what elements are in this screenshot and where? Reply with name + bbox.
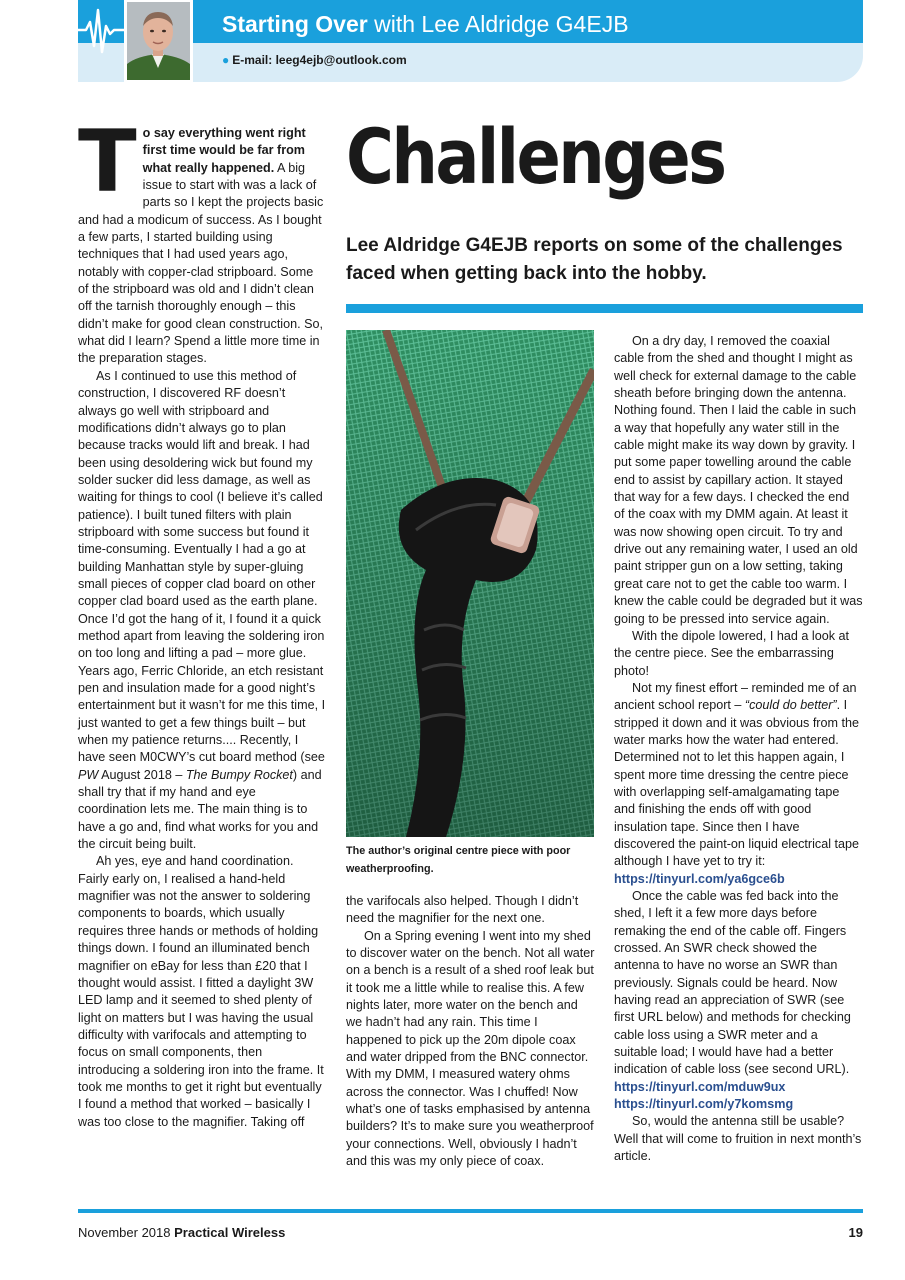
column-1 [78,112,326,1131]
column-3 [614,333,863,1166]
coax-centre-piece-image [346,330,594,837]
page-number: 19 [848,1225,863,1240]
article-photo [346,330,594,837]
author-photo [127,2,190,80]
link-cable-loss[interactable]: https://tinyurl.com/y7komsmg [614,1097,794,1112]
bullet-icon: ● [222,53,230,67]
paragraph-intro: To say everything went right first time would be far from what really happened. A big issue to start with was a lack of parts so I kept the projects basic and had a modicum of success. As I bought a few parts, I started building using techniques that I had used years ago, notably with copper-clad stripboard. Some of the stripboard was old and I didn’t clean off the tarnish thoroughly enough – this didn’t make for good clean construction. So, what did I learn? Spend a little more time in the preparation stages. [78,112,324,366]
paragraph-dipole-lowered: With the dipole lowered, I had a look at the centre piece. See the embarrassing photo! [614,628,850,678]
column-2 [346,893,596,1171]
paragraph-conclusion: So, would the antenna still be usable? Well that will come to fruition in next month’s article. [614,1114,862,1164]
footer-rule [78,1209,863,1213]
paragraph-water-bench: On a Spring evening I went into my shed to discover water on the bench. Not all water on a bench is a result of a shed roof leak but it took me a little while to realise this. A few nights later, more water on the bench and we hadn’t had any rain. This time I happened to pick up the 20m dipole coax and water dripped from the BNC connector. With my DMM, I measured watery ohms across the connector. Was I chuffed! Now what’s one of tasks emphasised by antenna builders? It’s to make sure you weatherproof your connections. Well, obviously I hadn’t and this was my only piece of coax. [346,928,595,1169]
article-title: Challenges [346,112,725,201]
footer-issue: November 2018 Practical Wireless [78,1225,286,1240]
title-divider [346,304,863,313]
lead-text: o say everything went right first time would be far from what really happened. [142,126,306,175]
paragraph-construction: As I continued to use this method of construction, I discovered RF doesn’t always go well with stripboard and modifications didn’t always go to plan because tracks would lift and break. I had been using desoldering wick but found my solder sucker did less damage, as well as waiting for things to cool (I believe it’s called patience). I built tuned filters with plain stripboard with some success but found it time-consuming. Eventually I had a go at building Manhattan style by super-gluing small pieces of copper clad board on other copper clad board used as the earth plane. Once I’d got the hang of it, I found it a quick method apart from leaving the soldering iron on too long and lifting a pad – more glue. Years ago, Ferric Chloride, an etch resistant pen and insulation made for a good night’s entertainment but it wasn’t for me this time, I just wanted to get a few things built – but when my patience returns.... Recently, I have seen M0CWY’s cut board method (see PW August 2018 – The Bumpy Rocket) and shall try that if my hand and eye coordination lets me. The main thing is to have a go and, find what works for you and the circuit being built. [78,368,326,852]
article-standfirst: Lee Aldridge G4EJB reports on some of the challenges faced when getting back into the hobby. [346,235,843,284]
paragraph-dry-day: On a dry day, I removed the coaxial cable from the shed and thought I might as well check for external damage to the cable sheath before bringing down the antenna. Nothing found. Then I laid the cable in such a way that hopefully any water still in the cable might make its way down by gravity. I put some paper towelling around the cable end to assist by capillary action. It stayed that way for a few days. I checked the end of the coax with my DMM again. At least it was now showing open circuit. To try and drive out any remaining water, I used an old paint stripper gun on a low setting, taking great care not to get the cable too warm. I knew the cable could be degraded but it was going to be pressed into service again. [614,334,863,626]
photo-caption: The author’s original centre piece with poor weatherproofing. [346,845,571,875]
link-liquid-tape[interactable]: https://tinyurl.com/ya6gce6b [614,871,785,886]
header-subbar [78,43,863,82]
paragraph-varifocals: the varifocals also helped. Though I didn’t need the magnifier for the next one. [346,894,579,926]
ecg-icon [78,0,124,82]
series-title: Starting Over with Lee Aldridge G4EJB [222,11,629,37]
author-email: ● E-mail: leeg4ejb@outlook.com [222,53,407,67]
paragraph-swr-check: Once the cable was fed back into the shed, I left it a few more days before remaking the end of the cable off. Fingers crossed. An SWR check showed the antenna to have no worse an SWR than previously. Signals could be heard. Now having read an appreciation of SWR (see first URL below) and methods for checking cable loss using a SWR meter and a suitable load; I would have had a better indication of cable loss (see second URL). [614,889,851,1077]
drop-cap: T [78,112,137,212]
link-swr-appreciation[interactable]: https://tinyurl.com/mduw9ux [614,1079,786,1094]
paragraph-finest-effort: Not my finest effort – reminded me of an ancient school report – “could do better”. I stripped it down and it was obvious from the water marks how the water had entered. Determined not to let this happen again, I spent more time dressing the centre piece with overlapping self-amalgamating tape and finishing the ends off with good insulation tape. Since then I have discovered the paint-on liquid electrical tape although I have yet to try it: [614,680,860,869]
paragraph-magnifier: Ah yes, eye and hand coordination. Fairly early on, I realised a hand-held magnifier was not the answer to soldering components to boards, which usually requires three hands or methods of holding things down. I found an illuminated bench magnifier on eBay for less than £20 that I thought would assist. I fitted a daylight 3W LED lamp and it seemed to shed plenty of light on matters but I was having the usual difficulty with varifocals and attempting to focus on small components, then introducing a soldering iron into the frame. It took me months to get it right but eventually I found a method that worked – basically I was too close to the magnifier. Taking off [78,854,324,1129]
author-photo-frame [124,0,193,82]
